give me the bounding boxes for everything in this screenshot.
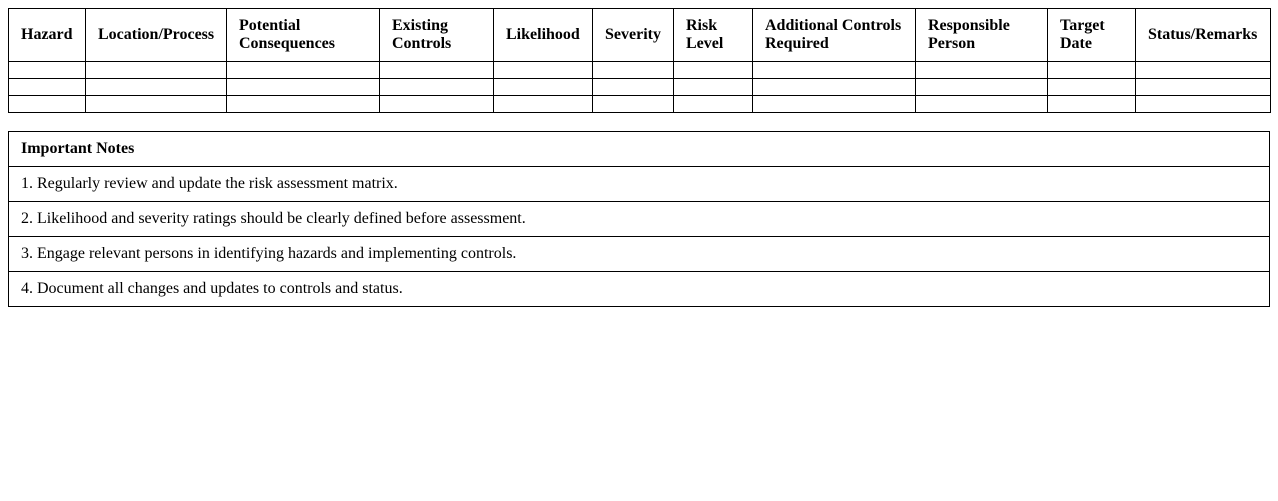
column-header-potential-consequences: Potential Consequences xyxy=(227,9,380,62)
table-cell[interactable] xyxy=(753,79,916,96)
table-cell[interactable] xyxy=(916,79,1048,96)
column-header-responsible-person: Responsible Person xyxy=(916,9,1048,62)
table-cell[interactable] xyxy=(9,62,86,79)
table-cell[interactable] xyxy=(1136,96,1271,113)
table-header-row xyxy=(9,9,1271,62)
table-cell[interactable] xyxy=(380,79,494,96)
table-cell[interactable] xyxy=(1048,62,1136,79)
table-cell[interactable] xyxy=(380,96,494,113)
notes-title: Important Notes xyxy=(9,132,1270,167)
table-cell[interactable] xyxy=(494,62,593,79)
column-header-likelihood: Likelihood xyxy=(494,9,593,62)
note-item-3: 3. Engage relevant persons in identifying hazards and implementing controls. xyxy=(9,237,1270,272)
table-row xyxy=(9,62,1271,79)
table-cell[interactable] xyxy=(9,96,86,113)
table-row xyxy=(9,79,1271,96)
table-cell[interactable] xyxy=(86,79,227,96)
column-header-target-date: Target Date xyxy=(1048,9,1136,62)
table-cell[interactable] xyxy=(227,96,380,113)
column-header-status-remarks: Status/Remarks xyxy=(1136,9,1271,62)
important-notes-table xyxy=(8,131,1270,307)
table-cell[interactable] xyxy=(1048,79,1136,96)
table-cell[interactable] xyxy=(227,62,380,79)
note-item-2: 2. Likelihood and severity ratings should be clearly defined before assessment. xyxy=(9,202,1270,237)
column-header-severity: Severity xyxy=(593,9,674,62)
table-cell[interactable] xyxy=(86,96,227,113)
table-cell[interactable] xyxy=(86,62,227,79)
table-cell[interactable] xyxy=(1136,79,1271,96)
table-row xyxy=(9,96,1271,113)
table-cell[interactable] xyxy=(753,96,916,113)
note-row xyxy=(9,272,1270,307)
note-row xyxy=(9,202,1270,237)
table-cell[interactable] xyxy=(1048,96,1136,113)
table-cell[interactable] xyxy=(380,62,494,79)
note-item-1: 1. Regularly review and update the risk assessment matrix. xyxy=(9,167,1270,202)
table-cell[interactable] xyxy=(227,79,380,96)
table-cell[interactable] xyxy=(753,62,916,79)
table-cell[interactable] xyxy=(674,62,753,79)
table-cell[interactable] xyxy=(593,62,674,79)
risk-assessment-table xyxy=(8,8,1271,113)
column-header-additional-controls: Additional Controls Required xyxy=(753,9,916,62)
column-header-risk-level: Risk Level xyxy=(674,9,753,62)
note-row xyxy=(9,167,1270,202)
table-cell[interactable] xyxy=(1136,62,1271,79)
notes-title-row xyxy=(9,132,1270,167)
column-header-location-process: Location/Process xyxy=(86,9,227,62)
table-cell[interactable] xyxy=(593,79,674,96)
column-header-hazard: Hazard xyxy=(9,9,86,62)
table-cell[interactable] xyxy=(674,79,753,96)
table-cell[interactable] xyxy=(916,62,1048,79)
table-cell[interactable] xyxy=(593,96,674,113)
table-cell[interactable] xyxy=(674,96,753,113)
note-row xyxy=(9,237,1270,272)
table-cell[interactable] xyxy=(494,79,593,96)
table-cell[interactable] xyxy=(916,96,1048,113)
table-body xyxy=(9,62,1271,113)
table-cell[interactable] xyxy=(9,79,86,96)
column-header-existing-controls: Existing Controls xyxy=(380,9,494,62)
table-cell[interactable] xyxy=(494,96,593,113)
note-item-4: 4. Document all changes and updates to controls and status. xyxy=(9,272,1270,307)
